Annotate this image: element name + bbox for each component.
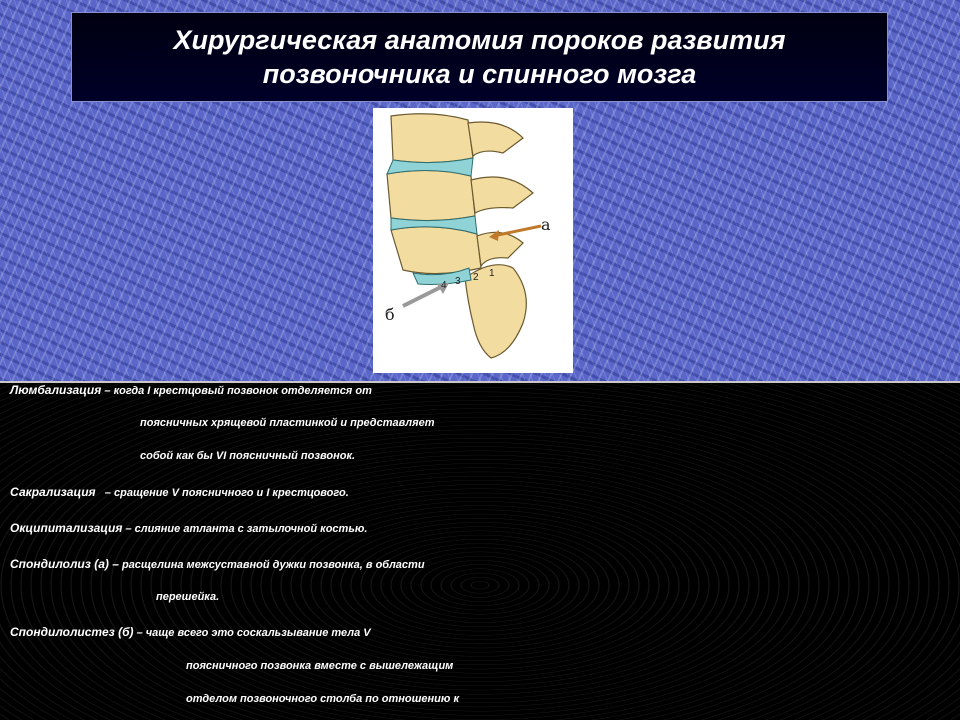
vertebra-3: [391, 227, 481, 274]
slide-title: [72, 13, 887, 91]
vertebra-2: [387, 170, 475, 220]
definition-sacralization: [10, 485, 349, 499]
definitions-panel: [0, 381, 960, 720]
def-line: поясничных хрящевой пластинкой и представляет: [140, 417, 435, 429]
def-line: сращение V поясничного и I крестцового.: [113, 487, 349, 499]
spine-drawing: [373, 108, 573, 373]
def-line: собой как бы VI поясничный позвонок.: [140, 450, 356, 462]
definition-lumbalization: [10, 383, 372, 397]
term-lumbalization: Люмбализация: [10, 383, 102, 397]
def-line: поясничного позвонка вместе с вышележащим: [186, 660, 454, 672]
def-line: отделом позвоночного столба по отношению к: [186, 693, 460, 705]
process-2: [471, 177, 533, 213]
title-box: [71, 12, 888, 102]
def-line: –: [104, 487, 111, 499]
label-a: а: [541, 215, 551, 234]
vertebra-1: [391, 114, 473, 163]
term-sacralization: Сакрализация: [10, 485, 96, 499]
def-line: перешейка.: [156, 591, 220, 603]
title-line-2: позвоночника и спинного мозга: [262, 59, 697, 89]
def-line: – чаще всего это соскальзывание тела V: [136, 627, 371, 639]
number-3: 3: [455, 276, 461, 287]
definition-spondylolisthesis: [10, 625, 371, 639]
arrow-a: [493, 226, 541, 236]
label-b: б: [385, 305, 395, 324]
process-3: [477, 232, 523, 266]
arrow-b: [403, 286, 443, 306]
number-2: 2: [473, 272, 479, 283]
spine-illustration: [373, 108, 573, 373]
definition-spondylolysis: [10, 557, 425, 571]
title-line-1: Хирургическая анатомия пороков развития: [173, 25, 786, 55]
term-spondylolysis: Спондилолиз (а) –: [10, 557, 119, 571]
term-spondylolisthesis: Спондилолистез (б): [10, 625, 134, 639]
def-line: – когда I крестцовый позвонок отделяется от: [104, 385, 372, 397]
def-line: – слияние атланта с затылочной костью.: [125, 523, 368, 535]
def-line: расщелина межсуставной дужки позвонка, в области: [121, 559, 425, 571]
term-occipitalization: Окципитализация: [10, 521, 123, 535]
process-1: [468, 122, 523, 156]
number-4: 4: [441, 280, 447, 291]
definition-occipitalization: [10, 521, 367, 535]
number-1: 1: [489, 268, 495, 279]
